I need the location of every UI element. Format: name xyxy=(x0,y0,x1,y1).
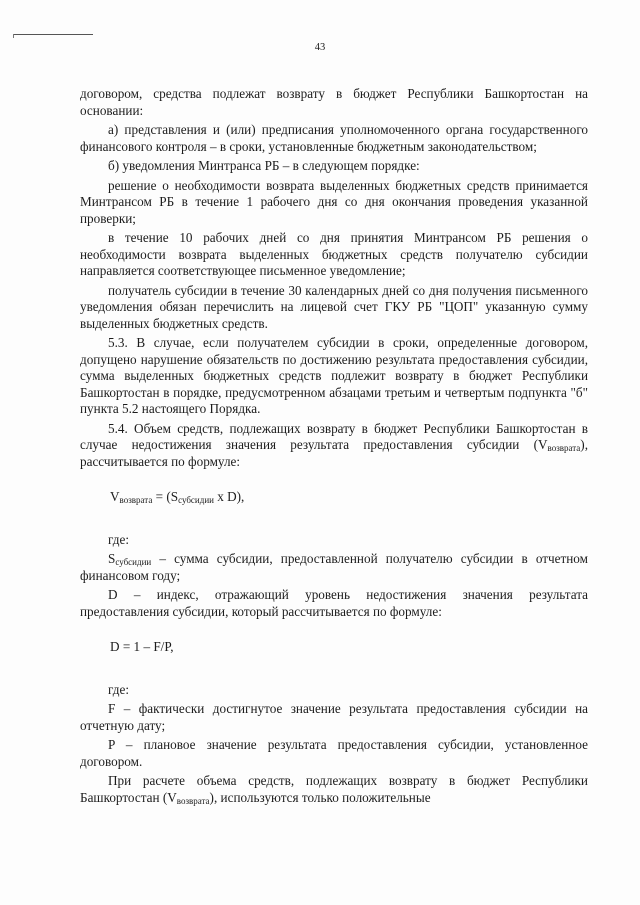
paragraph-item-b: б) уведомления Минтранса РБ – в следующем порядке: xyxy=(108,158,420,173)
paragraph-5-3: 5.3. В случае, если получателем субсидии в сроки, определенные договором, допущено нарушение обязательств по достижению результата предоставления субсидии, сумма выделенных бюджетных средств подлежит возврату в бюджет Республики Башкортостан в порядке, предусмотренном абзацами третьим и четвертым подпункта "б" пункта 5.2 настоящего Порядка. xyxy=(80,335,588,416)
formula-s-subscript: субсидии xyxy=(178,495,214,505)
formula-v-return xyxy=(80,489,588,506)
paragraph-transfer: получатель субсидии в течение 30 календарных дней со дня получения письменного уведомления обязан перечислить на лицевой счет ГКУ РБ "ЦОП" указанную сумму выделенных бюджетных средств. xyxy=(80,282,588,331)
v-return-subscript: возврата xyxy=(547,443,581,453)
v-return-subscript-2: возврата xyxy=(176,795,210,806)
definition-p-planned: P – плановое значение результата предоставления субсидии, установленное договором. xyxy=(80,737,588,769)
formula-v-symbol: V xyxy=(110,489,120,504)
paragraph-positive-values-tail: ), используются только положительные xyxy=(209,789,431,805)
definition-s-symbol: S xyxy=(108,551,116,566)
paragraph-notification: в течение 10 рабочих дней со дня принятия Минтрансом РБ решения о необходимости возврата выделенных бюджетных средств получателю субсидии направляется соответствующее письменное уведомление; xyxy=(80,230,588,278)
corner-mark xyxy=(13,34,93,35)
page-number: 43 xyxy=(314,42,326,53)
spacer xyxy=(80,506,588,532)
definition-s-subscript: субсидии xyxy=(115,557,152,567)
paragraph-5-4-text: 5.4. Объем средств, подлежащих возврату в бюджет Республики Башкортостан в случае недостижения значения результата предоставления субсидии (V xyxy=(80,420,588,452)
paragraph-decision: решение о необходимости возврата выделенных бюджетных средств принимается Минтрансом РБ в течение 1 рабочего дня со дня окончания проведения указанной проверки; xyxy=(80,177,588,226)
definition-d-index: D – индекс, отражающий уровень недостижения значения результата предоставления субсидии, который рассчитывается по формуле: xyxy=(80,587,588,619)
definition-f-actual: F – фактически достигнутое значение результата предоставления субсидии на отчетную дату; xyxy=(80,701,588,733)
paragraph-item-a: а) представления и (или) предписания уполномоченного органа государственного финансового контроля – в сроки, установленные бюджетным законодательством; xyxy=(80,122,588,154)
corner-mark-tick xyxy=(13,34,14,38)
document-body xyxy=(80,86,588,809)
formula-d-index: D = 1 – F/P, xyxy=(110,639,174,654)
spacer xyxy=(80,473,588,489)
where-label-1: где: xyxy=(108,531,129,547)
paragraph-contract-return: договором, средства подлежат возврату в бюджет Республики Башкортостан на основании: xyxy=(80,86,588,118)
spacer xyxy=(80,623,588,639)
spacer xyxy=(80,656,588,682)
definition-s-text: – сумма субсидии, предоставленной получателю субсидии в отчетном финансовом году; xyxy=(80,551,588,583)
formula-equals-s: = (S xyxy=(152,489,179,504)
where-label-2: где: xyxy=(108,681,129,697)
paragraph-positive-values xyxy=(80,773,588,806)
formula-tail: x D), xyxy=(213,489,245,504)
formula-v-subscript: возврата xyxy=(119,495,153,505)
paragraph-5-4-tail: ), рассчитывается по формуле: xyxy=(80,437,588,469)
definition-s-subsidy xyxy=(80,551,588,584)
paragraph-positive-values-text: При расчете объема средств, подлежащих возврату в бюджет Республики Башкортостан (V xyxy=(80,773,588,805)
paragraph-5-4 xyxy=(80,421,588,471)
